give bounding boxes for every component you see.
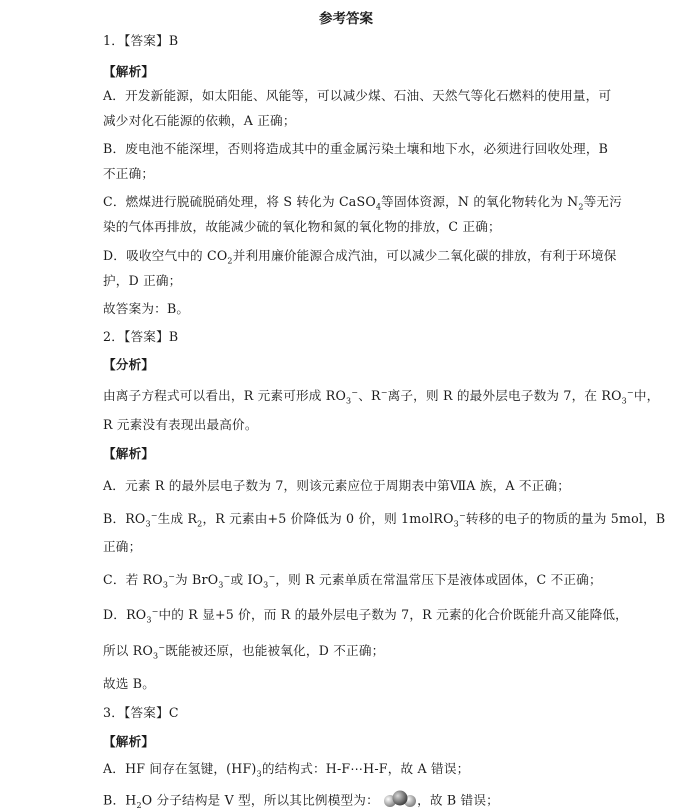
q2-option-b-line2: 正确； (103, 539, 142, 554)
text-run: 等固体资源，N 的氧化物转化为 N (381, 194, 579, 209)
q3-option-b (103, 790, 499, 812)
text-run: B．H (103, 792, 137, 808)
superscript: − (380, 387, 388, 397)
text-run: 或 IO (230, 572, 264, 587)
q2-analysis-heading: 【分析】 (103, 357, 155, 372)
superscript: − (223, 571, 231, 581)
superscript: − (458, 510, 466, 520)
subscript: 2 (197, 519, 203, 529)
q2-conclusion: 故选 B。 (103, 676, 156, 691)
subscript: 3 (256, 769, 262, 779)
q2-option-d-line1 (103, 607, 628, 623)
subscript: 3 (346, 396, 352, 406)
text-run: 中的 R 显+5 价，而 R 的最外层电子数为 7，R 元素的化合价既能升高又能降低， (158, 607, 628, 622)
water-ball-model-icon (383, 790, 417, 812)
text-run: C．若 RO (103, 572, 163, 587)
subscript: 3 (263, 580, 269, 590)
text-run: C．燃煤进行脱硫脱硝处理，将 S 转化为 CaSO (103, 194, 376, 209)
text-run: 由离子方程式可以看出，R 元素可形成 RO (103, 388, 346, 403)
superscript: − (268, 571, 276, 581)
q1-option-c-line2: 染的气体再排放，故能减少硫的氧化物和氮的氧化物的排放，C 正确； (103, 219, 501, 234)
q2-option-b-line1 (103, 511, 665, 527)
q2-option-a: A．元素 R 的最外层电子数为 7，则该元素应位于周期表中第ⅦA 族，A 不正确； (103, 478, 571, 493)
q2-option-d-line2 (103, 643, 384, 659)
q3-answer: 3．【答案】C (103, 705, 179, 720)
q3-solution-heading: 【解析】 (103, 734, 155, 749)
superscript: − (626, 387, 634, 397)
subscript: 3 (145, 519, 151, 529)
text-run: B．RO (103, 511, 146, 526)
subscript: 3 (218, 580, 224, 590)
text-run: 转移的电子的物质的量为 5mol，B (465, 511, 666, 526)
q2-answer: 2．【答案】B (103, 329, 179, 344)
subscript: 3 (153, 651, 159, 661)
text-run: A．HF 间存在氢键，(HF) (103, 761, 257, 776)
superscript: − (351, 387, 359, 397)
page-title: 参考答案 (319, 11, 373, 27)
text-run: D．吸收空气中的 CO (103, 248, 228, 263)
text-run: 生成 R (157, 511, 198, 526)
text-run: 既能被还原，也能被氧化，D 不正确； (165, 643, 385, 658)
text-run: 等无污 (583, 194, 623, 209)
text-run: 为 BrO (175, 572, 219, 587)
q1-option-a-line1: A．开发新能源，如太阳能、风能等，可以减少煤、石油、天然气等化石燃料的使用量，可 (103, 88, 612, 103)
q2-analysis-line1 (103, 388, 659, 404)
q2-solution-heading: 【解析】 (103, 446, 155, 461)
subscript: 2 (578, 202, 584, 212)
subscript: 2 (227, 256, 233, 266)
superscript: − (150, 510, 158, 520)
q1-answer: 1．【答案】B (103, 33, 179, 48)
text-run: 中， (633, 388, 660, 403)
subscript: 3 (621, 396, 627, 406)
text-run: ，则 R 元素单质在常温常压下是液体或固体，C 不正确； (275, 572, 602, 587)
q1-option-a-line2: 减少对化石能源的依赖，A 正确； (103, 113, 296, 128)
superscript: − (158, 642, 166, 652)
text-run: 的结构式：H-F⋯H-F，故 A 错误； (261, 761, 470, 776)
q1-option-b-line1: B．废电池不能深埋，否则将造成其中的重金属污染土壤和地下水，必须进行回收处理，B (103, 141, 609, 156)
q3-option-a (103, 761, 469, 777)
subscript: 4 (375, 202, 382, 212)
superscript: − (168, 571, 176, 581)
text-run: ，故 B 错误； (417, 792, 499, 808)
text-run: 并利用廉价能源合成汽油，可以减少二氧化碳的排放，有利于环境保 (232, 248, 617, 263)
subscript: 3 (453, 519, 459, 529)
text-run: D．RO (103, 607, 147, 622)
q1-option-d-line2: 护，D 正确； (103, 273, 182, 288)
text-run: 离子，则 R 的最外层电子数为 7，在 RO (387, 388, 622, 403)
q1-option-b-line2: 不正确； (103, 166, 155, 181)
subscript: 3 (146, 615, 152, 625)
q1-analysis-heading: 【解析】 (103, 64, 155, 79)
q2-option-c (103, 572, 602, 588)
text-run: 、R (358, 388, 381, 403)
text-run: 所以 RO (103, 643, 153, 658)
q1-option-c-line1 (103, 194, 622, 210)
text-run: O 分子结构是 V 型，所以其比例模型为： (141, 792, 379, 808)
q2-analysis-line2: R 元素没有表现出最高价。 (103, 417, 258, 432)
text-run: ，R 元素由+5 价降低为 0 价，则 1molRO (202, 511, 454, 526)
subscript: 3 (162, 580, 169, 590)
q1-conclusion: 故答案为：B。 (103, 301, 190, 316)
subscript: 2 (136, 801, 142, 811)
superscript: − (151, 606, 159, 616)
q1-option-d-line1 (103, 248, 617, 264)
